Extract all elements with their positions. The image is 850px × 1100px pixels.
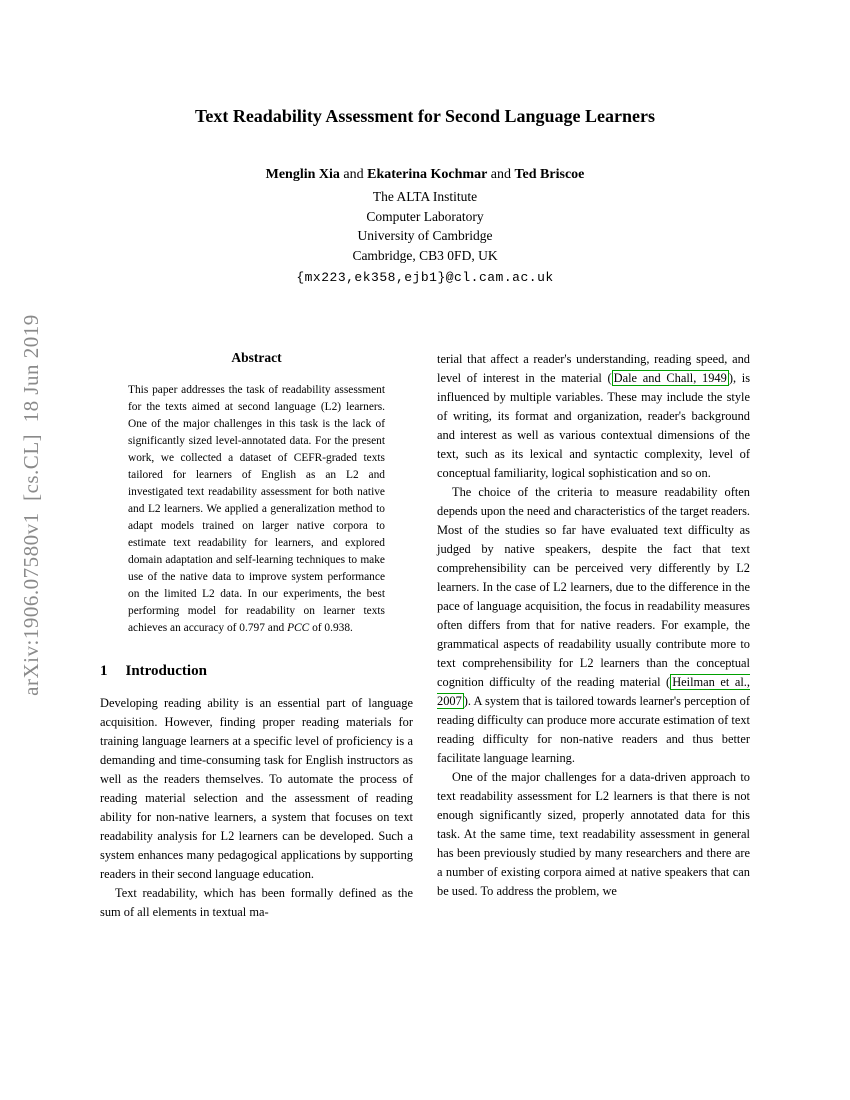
section-number: 1: [100, 663, 108, 679]
byline-separator: and: [490, 167, 511, 182]
section-1-heading: [100, 663, 413, 680]
author-byline: [0, 167, 850, 183]
affiliation-line-lab: Computer Laboratory: [366, 208, 484, 224]
abstract-text: [128, 382, 385, 637]
affiliation-line-address: Cambridge, CB3 0FD, UK: [352, 247, 498, 263]
citation-heilman-2007[interactable]: Heilman et al., 2007: [437, 675, 750, 708]
section-title: Introduction: [125, 663, 207, 679]
paper-title: Text Readability Assessment for Second Language Learners: [194, 106, 655, 126]
left-column: [100, 350, 413, 922]
right-paragraph-2: [437, 483, 750, 768]
pcc-math-symbol: PCC: [287, 622, 310, 634]
citation-dale-chall-1949[interactable]: Dale and Chall, 1949: [613, 371, 727, 385]
two-column-body: [100, 350, 750, 922]
author-name-2: Ekaterina Kochmar: [367, 167, 488, 182]
author-name-3: Ted Briscoe: [514, 167, 585, 182]
right-paragraph-3: One of the major challenges for a data-driven approach to text readability assessment for L2 learners is that there is not enough significantly sized, properly annotated data for this task. At the same time, text readability assessment in general has been previously studied by many researchers and there are a number of existing corpora aimed at native speakers that can be used. To address the problem, we: [437, 770, 750, 898]
author-emails: {mx223,ek358,ejb1}@cl.cam.ac.uk: [296, 270, 554, 285]
right-column: [437, 350, 750, 922]
arxiv-watermark-text: arXiv:1906.07580v1 [cs.CL] 18 Jun 2019: [19, 314, 43, 696]
right-paragraph-1-text-b: ), is influenced by multiple variables. These may include the style of writing, its format and organization, reader's background and interest as well as various contextual dimensions of the text, such as its lexical and syntactic complexity, level of conceptual familiarity, logical sophistication and so on.: [437, 371, 751, 480]
affiliation-line-university: University of Cambridge: [357, 228, 493, 243]
author-name-1: Menglin Xia: [265, 167, 340, 182]
right-paragraph-2-text-a: The choice of the criteria to measure readability often depends upon the need and characteristics of the target readers. Most of the studies so far have evaluated text difficulty as judged by native speakers, despite the fact that text comprehensibility can be perceived very differently by L2 learners. In the case of L2 learners, due to the difference in the pace of language acquisition, the focus in readability measures often differs from that for native readers. For example, the grammatical aspects of readability usually contribute more to text comprehensibility for L2 learners than the conceptual cognition difficulty of the reading material (: [437, 485, 750, 689]
affiliation-line-institute: The ALTA Institute: [372, 189, 478, 204]
right-paragraph-1-text-a: terial that affect a reader's understanding, reading speed, and level of interest in the material (: [437, 352, 750, 385]
paper-header: [0, 0, 850, 285]
intro-paragraph-1: Developing reading ability is an essential part of language acquisition. However, finding proper reading materials for training language learners at a specific level of proficiency is a demanding and time-consuming task for English instructors as well as the readers themselves. To automate the process of reading material selection and the assessment of reading ability for non-native learners, a system that focuses on text readability analysis for L2 learners can be developed. Such a system enhances many pedagogical applications by supporting readers in their second language education.: [100, 696, 413, 881]
abstract-heading: Abstract: [231, 350, 282, 365]
right-paragraph-2-text-b: ). A system that is tailored towards learner's perception of reading difficulty can produce more accurate estimation of text reading difficulty for non-native readers and thus better facilitate language learning.: [437, 694, 750, 765]
affiliation-block: [0, 187, 850, 285]
abstract-text-part-a: This paper addresses the task of readability assessment for the texts aimed at second language (L2) learners. One of the major challenges in this task is the lack of significantly sized level-annotated data. For the present work, we collected a dataset of CEFR-graded texts tailored for learners of English as an L2 and investigated text readability assessment for both native and L2 learners. We applied a generalization method to adapt models trained on larger native corpora to estimate text readability for learners, and explored domain adaptation and self-learning techniques to make use of the native data to improve system performance on the limited L2 data. In our experiments, the best performing model for readability on learner texts achieves an accuracy of 0.797 and: [128, 384, 385, 634]
intro-paragraph-2: Text readability, which has been formally defined as the sum of all elements in textual ma-: [100, 886, 413, 919]
abstract-text-part-b: of 0.938.: [309, 622, 353, 634]
byline-separator: and: [343, 167, 364, 182]
right-paragraph-1: [437, 350, 750, 483]
